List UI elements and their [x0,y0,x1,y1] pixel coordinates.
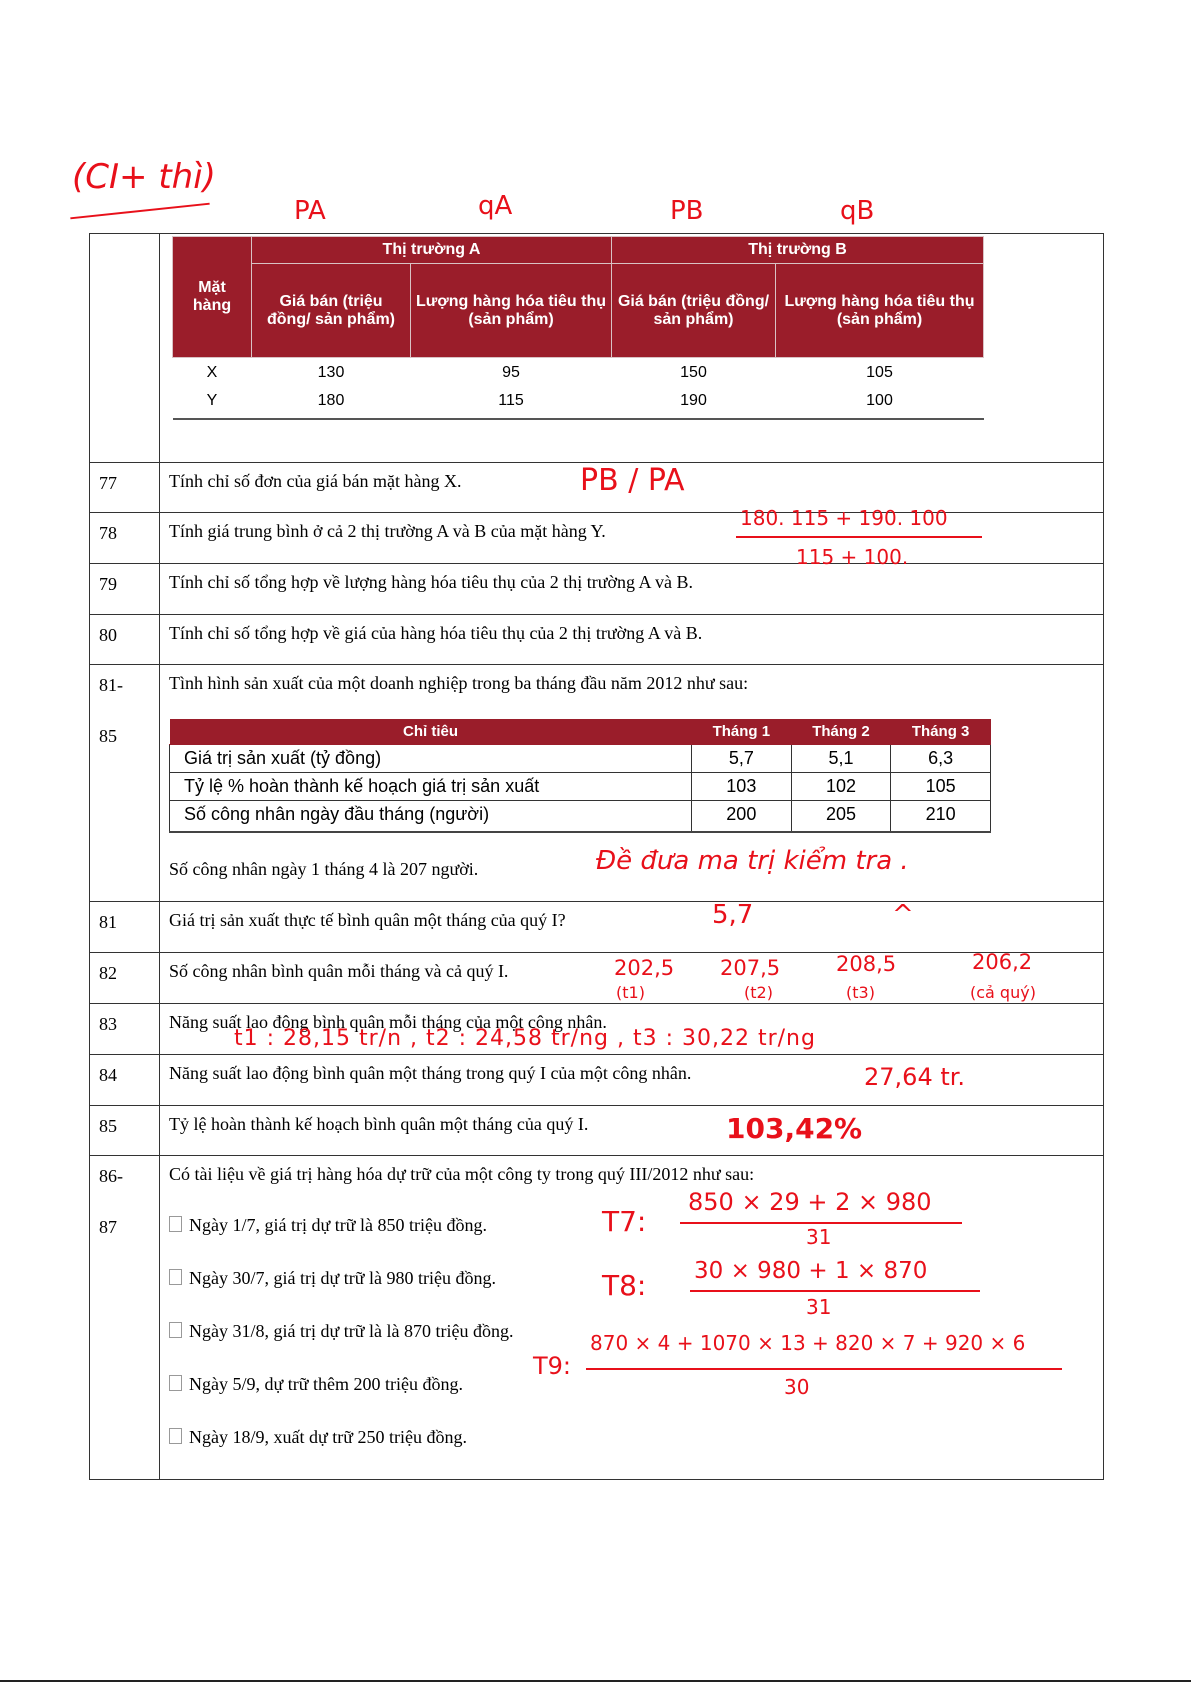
page-bottom-rule [0,1680,1191,1682]
cell-pb: 190 [680,392,707,409]
question-number: 83 [90,1004,160,1055]
question-number: 82 [90,953,160,1004]
month-value: 102 [791,773,891,801]
inventory-item-text: Ngày 30/7, giá trị dự trữ là 980 triệu đồng. [189,1268,496,1288]
production-note: Số công nhân ngày 1 tháng 4 là 207 người. [169,859,479,879]
inventory-block-row [90,1156,1104,1480]
handwritten-q84: 27,64 tr. [864,1063,966,1091]
missing-glyph-icon [169,1375,182,1391]
handwritten-fraction-bar [690,1290,980,1292]
handwritten-t7-numerator: 850 × 29 + 2 × 980 [688,1188,932,1216]
question-text: Năng suất lao động bình quân một tháng trong quý I của một công nhân. [160,1055,1104,1106]
production-row [170,745,991,773]
production-intro: Tình hình sản xuất của một doanh nghiệp trong ba tháng đầu năm 2012 như sau: [169,673,749,693]
handwritten-t9-denominator: 30 [784,1375,810,1399]
header-indicator: Chỉ tiêu [170,719,692,745]
handwritten-t8-numerator: 30 × 980 + 1 × 870 [694,1258,928,1284]
inventory-item [169,1358,1103,1411]
range-start: 81- [99,675,123,695]
handwritten-q82-quarter: 206,2 [972,950,1033,974]
handwritten-t9-label: T9: [533,1352,572,1380]
header-month2: Tháng 2 [791,719,891,745]
missing-glyph-icon [169,1216,182,1232]
handwritten-q82-quarter-sub: (cả quý) [970,983,1036,1002]
cell-pa: 180 [317,392,345,409]
handwritten-t7-denominator: 31 [806,1225,832,1249]
header-price-a: Giá bán (triệu đồng/ sản phẩm) [252,264,411,358]
cell-item: X [206,364,218,381]
inventory-item-text: Ngày 18/9, xuất dự trữ 250 triệu đồng. [189,1427,467,1447]
question-number-range [90,665,160,902]
header-month1: Tháng 1 [692,719,792,745]
question-row [90,564,1104,615]
question-text: Tính giá trung bình ở cả 2 thị trường A và B của mặt hàng Y. [160,513,1104,564]
question-number: 80 [90,615,160,665]
indicator-label: Giá trị sản xuất (tỷ đồng) [170,745,692,773]
question-row [90,902,1104,953]
handwritten-q81-mark: ^ [892,900,914,930]
question-text: Tỷ lệ hoàn thành kế hoạch bình quân một tháng của quý I. [160,1106,1104,1156]
missing-glyph-icon [169,1428,182,1444]
question-number: 85 [90,1106,160,1156]
month-value: 6,3 [891,745,991,773]
month-value: 205 [791,801,891,833]
handwritten-q83: t1 : 28,15 tr/n , t2 : 24,58 tr/ng , t3 : 30,22 tr/ng [234,1026,816,1051]
handwritten-qa: qA [478,191,513,221]
inventory-item-text: Ngày 1/7, giá trị dự trữ là 850 triệu đồng. [189,1215,487,1235]
indicator-label: Số công nhân ngày đầu tháng (người) [170,801,692,833]
question-number: 81 [90,902,160,953]
header-price-b: Giá bán (triệu đồng/ sản phẩm) [612,264,776,358]
cell-qb: 105 [866,364,893,381]
question-row [90,953,1104,1004]
month-value: 5,7 [692,745,792,773]
header-qty-a: Lượng hàng hóa tiêu thụ (sản phẩm) [411,264,612,358]
question-number: 78 [90,513,160,564]
handwritten-q78-denominator: 115 + 100. [796,545,909,569]
question-row [90,1106,1104,1156]
handwritten-q81-85-note: Đề đưa ma trị kiểm tra . [596,846,909,876]
market-row-x [173,358,984,387]
cell-pb: 150 [680,364,707,381]
month-value: 210 [891,801,991,833]
market-row-y [173,386,984,419]
handwritten-pb: PB [670,196,704,226]
handwritten-t8-denominator: 31 [806,1295,832,1319]
handwritten-q82-month1: 202,5 [614,956,675,980]
missing-glyph-icon [169,1269,182,1285]
handwritten-corner-note: (CI+ thì) [72,157,216,197]
production-table [169,719,991,833]
handwritten-q85: 103,42% [726,1112,863,1145]
inventory-item [169,1411,1103,1464]
cell-qb: 100 [866,392,893,409]
handwritten-t9-numerator: 870 × 4 + 1070 × 13 + 820 × 7 + 920 × 6 [590,1331,1026,1355]
question-text: Tính chỉ số đơn của giá bán mặt hàng X. [160,463,1104,513]
inventory-intro: Có tài liệu về giá trị hàng hóa dự trữ của một công ty trong quý III/2012 như sau: [169,1164,755,1184]
handwritten-q81: 5,7 [712,900,754,930]
question-text: Giá trị sản xuất thực tế bình quân một tháng của quý I? [160,902,1104,953]
indicator-label: Tỷ lệ % hoàn thành kế hoạch giá trị sản xuất [170,773,692,801]
question-number: 77 [90,463,160,513]
handwritten-q82-month2: 207,5 [720,956,781,980]
month-value: 5,1 [791,745,891,773]
handwritten-fraction-bar [736,536,982,538]
header-qty-b: Lượng hàng hóa tiêu thụ (sản phẩm) [776,264,984,358]
question-row [90,513,1104,564]
cell-qa: 95 [502,364,520,381]
handwritten-q82-month3: 208,5 [836,952,897,976]
handwritten-q82-month3-sub: (t3) [846,983,875,1002]
handwritten-t8-label: T8: [602,1269,647,1302]
handwritten-q77: PB / PA [580,463,685,498]
inventory-item-text: Ngày 31/8, giá trị dự trữ là là 870 triệu đồng. [189,1321,514,1341]
production-row [170,773,991,801]
handwritten-pa: PA [294,196,326,226]
range-start: 86- [99,1166,123,1186]
missing-glyph-icon [169,1322,182,1338]
range-end: 87 [99,1217,117,1237]
inventory-item-text: Ngày 5/9, dự trữ thêm 200 triệu đồng. [189,1374,463,1394]
header-month3: Tháng 3 [891,719,991,745]
handwritten-t7-label: T7: [602,1205,647,1238]
question-text: Năng suất lao động bình quân mỗi tháng của một công nhân. [160,1004,1104,1055]
question-number: 79 [90,564,160,615]
header-market-b: Thị trường B [612,237,984,264]
handwritten-q78-numerator: 180. 115 + 190. 100 [740,506,948,530]
month-value: 103 [692,773,792,801]
range-end: 85 [99,726,117,746]
question-text: Tính chỉ số tổng hợp về giá của hàng hóa tiêu thụ của 2 thị trường A và B. [160,615,1104,665]
handwritten-fraction-bar [586,1368,1062,1370]
market-data-row [90,234,1104,463]
handwritten-underline [70,203,209,220]
handwritten-qb: qB [840,196,875,226]
header-market-a: Thị trường A [252,237,612,264]
cell-qa: 115 [498,392,524,409]
question-number-range [90,1156,160,1480]
question-row [90,615,1104,665]
market-price-table [172,236,984,420]
month-value: 105 [891,773,991,801]
header-item: Mặt hàng [173,237,252,358]
handwritten-fraction-bar [680,1222,962,1224]
production-row [170,801,991,833]
handwritten-q82-month1-sub: (t1) [616,983,645,1002]
cell-pa: 130 [317,364,345,381]
question-number: 84 [90,1055,160,1106]
question-text: Số công nhân bình quân mỗi tháng và cả quý I. [160,953,1104,1004]
month-value: 200 [692,801,792,833]
cell-item: Y [206,392,218,409]
question-text: Tính chỉ số tổng hợp về lượng hàng hóa tiêu thụ của 2 thị trường A và B. [160,564,1104,615]
handwritten-q82-month2-sub: (t2) [744,983,773,1002]
